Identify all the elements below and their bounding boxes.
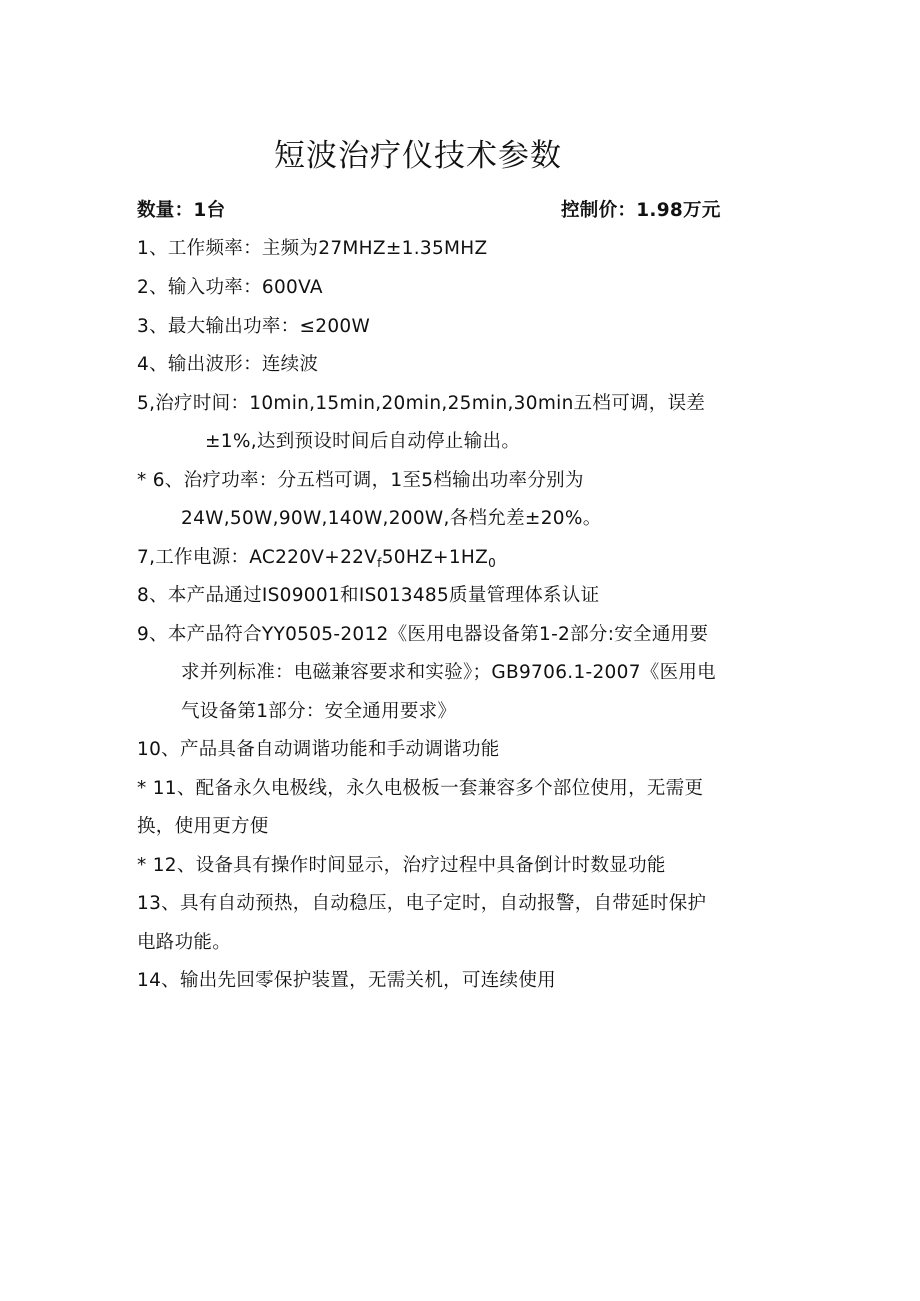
control-price-label: 控制价：1.98万元 [561, 200, 721, 221]
spec-item-9-line-1: 9、本产品符合YY0505-2012《医用电器设备第1-2部分:安全通用要 [137, 624, 709, 645]
spec-item-7-subscript-f: f [377, 556, 382, 570]
spec-item-6-line-1: * 6、治疗功率：分五档可调，1至5档输出功率分别为 [137, 470, 584, 491]
spec-item-5-line-2: ±1%,达到预设时间后自动停止输出。 [205, 431, 521, 452]
quantity-label: 数量：1台 [137, 200, 226, 221]
spec-item-9-line-2: 求并列标准：电磁兼容要求和实验》；GB9706.1-2007《医用电 [181, 662, 716, 683]
spec-item-8: 8、本产品通过IS09001和IS013485质量管理体系认证 [137, 585, 600, 606]
spec-item-7 [137, 545, 496, 576]
spec-item-1: 1、工作频率：主频为27MHZ±1.35MHZ [137, 238, 488, 259]
spec-item-7-main: 7,工作电源：AC220V+22V [137, 547, 378, 568]
spec-item-3: 3、最大输出功率：≤200W [137, 316, 371, 337]
spec-item-5-line-1: 5,治疗时间：10min,15min,20min,25min,30min五档可调，误差 [137, 393, 706, 414]
spec-item-11-line-2: 换，使用更方便 [137, 816, 269, 837]
spec-item-7-subscript-0: 0 [488, 556, 497, 570]
spec-item-9-line-3: 气设备第1部分：安全通用要求》 [181, 701, 457, 722]
spec-item-14: 14、输出先回零保护装置，无需关机，可连续使用 [137, 970, 556, 991]
spec-item-12: * 12、设备具有操作时间显示，治疗过程中具备倒计时数显功能 [137, 855, 666, 876]
spec-item-4: 4、输出波形：连续波 [137, 354, 319, 375]
spec-item-7-frequency: 50HZ+1HZ [381, 547, 489, 568]
spec-item-13-line-2: 电路功能。 [137, 932, 232, 953]
document-title: 短波治疗仪技术参数 [274, 138, 562, 174]
spec-item-10: 10、产品具备自动调谐功能和手动调谐功能 [137, 739, 500, 760]
spec-item-11-line-1: * 11、配备永久电极线，永久电极板一套兼容多个部位使用，无需更 [137, 778, 704, 799]
spec-item-2: 2、输入功率：600VA [137, 277, 323, 298]
spec-item-6-line-2: 24W,50W,90W,140W,200W,各档允差±20%。 [181, 508, 602, 529]
spec-item-13-line-1: 13、具有自动预热，自动稳压，电子定时，自动报警，自带延时保护 [137, 893, 707, 914]
